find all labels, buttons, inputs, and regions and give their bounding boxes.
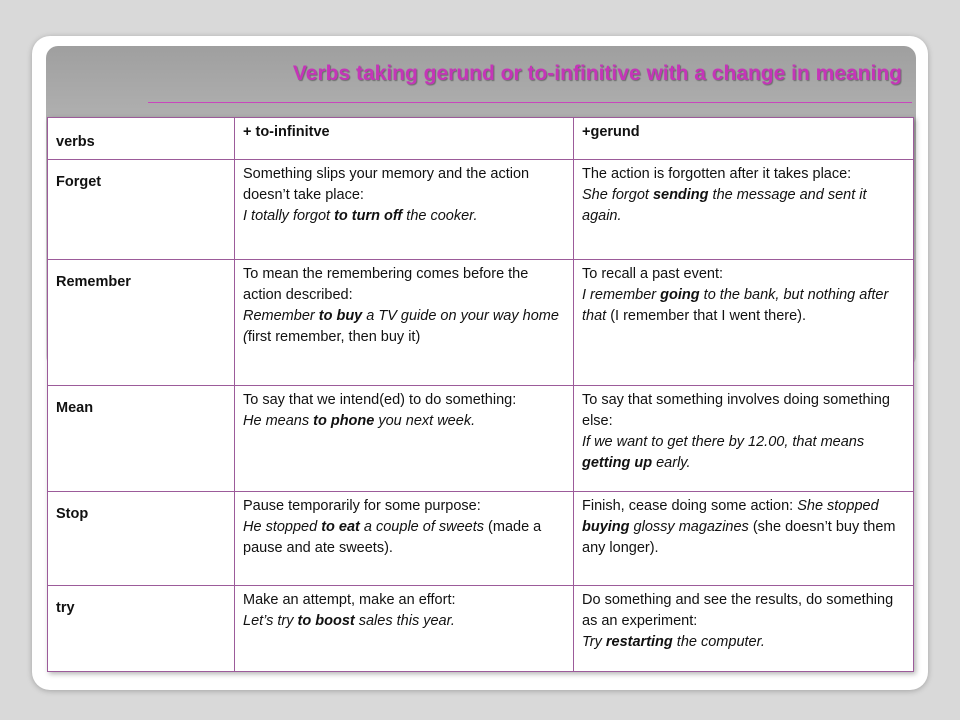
infinitive-example: I totally forgot to turn off the cooker. [243,208,478,224]
infinitive-cell [235,260,574,386]
title-underline [148,102,912,103]
infinitive-description: Pause temporarily for some purpose: [243,498,481,514]
gerund-description: The action is forgotten after it takes place: [582,166,852,182]
infinitive-cell [235,386,574,492]
gerund-example: She stopped buying glossy magazines (she doesn’t buy them any longer). [582,498,896,556]
table-row [48,386,914,492]
infinitive-description: Something slips your memory and the action doesn’t take place: [243,166,530,203]
verb-cell: Stop [48,492,235,586]
table-row [48,260,914,386]
verb-cell: Forget [48,160,235,260]
infinitive-example: Remember to buy a TV guide on your way home (first remember, then buy it) [243,308,559,345]
infinitive-example: He stopped to eat a couple of sweets (made a pause and ate sweets). [243,519,542,556]
infinitive-cell [235,586,574,672]
infinitive-cell [235,492,574,586]
slide-title: Verbs taking gerund or to-infinitive with a change in meaning [292,62,902,85]
infinitive-cell [235,160,574,260]
gerund-description: Do something and see the results, do something as an experiment: [582,592,894,629]
gerund-description: Finish, cease doing some action: [582,498,798,514]
header-infinitive: + to-infinitve [235,118,574,160]
header-gerund: +gerund [574,118,914,160]
gerund-cell [574,386,914,492]
gerund-example: I remember going to the bank, but nothing after that (I remember that I went there). [582,287,889,324]
gerund-description: To say that something involves doing something else: [582,392,890,429]
gerund-example: Try restarting the computer. [582,634,765,650]
gerund-cell [574,160,914,260]
gerund-description: To recall a past event: [582,266,724,282]
verb-cell: Remember [48,260,235,386]
infinitive-description: Make an attempt, make an effort: [243,592,456,608]
table-header-row [48,118,914,160]
infinitive-description: To mean the remembering comes before the action described: [243,266,529,303]
gerund-example: She forgot sending the message and sent it again. [582,187,867,224]
table-row [48,586,914,672]
header-verbs: verbs [48,118,235,160]
table-row [48,160,914,260]
gerund-cell [574,492,914,586]
gerund-example: If we want to get there by 12.00, that means getting up early. [582,434,865,471]
grammar-table [47,117,914,672]
table-row [48,492,914,586]
gerund-cell [574,260,914,386]
infinitive-example: Let’s try to boost sales this year. [243,613,455,629]
gerund-cell [574,586,914,672]
verb-cell: try [48,586,235,672]
infinitive-description: To say that we intend(ed) to do something: [243,392,517,408]
verb-cell: Mean [48,386,235,492]
infinitive-example: He means to phone you next week. [243,413,476,429]
